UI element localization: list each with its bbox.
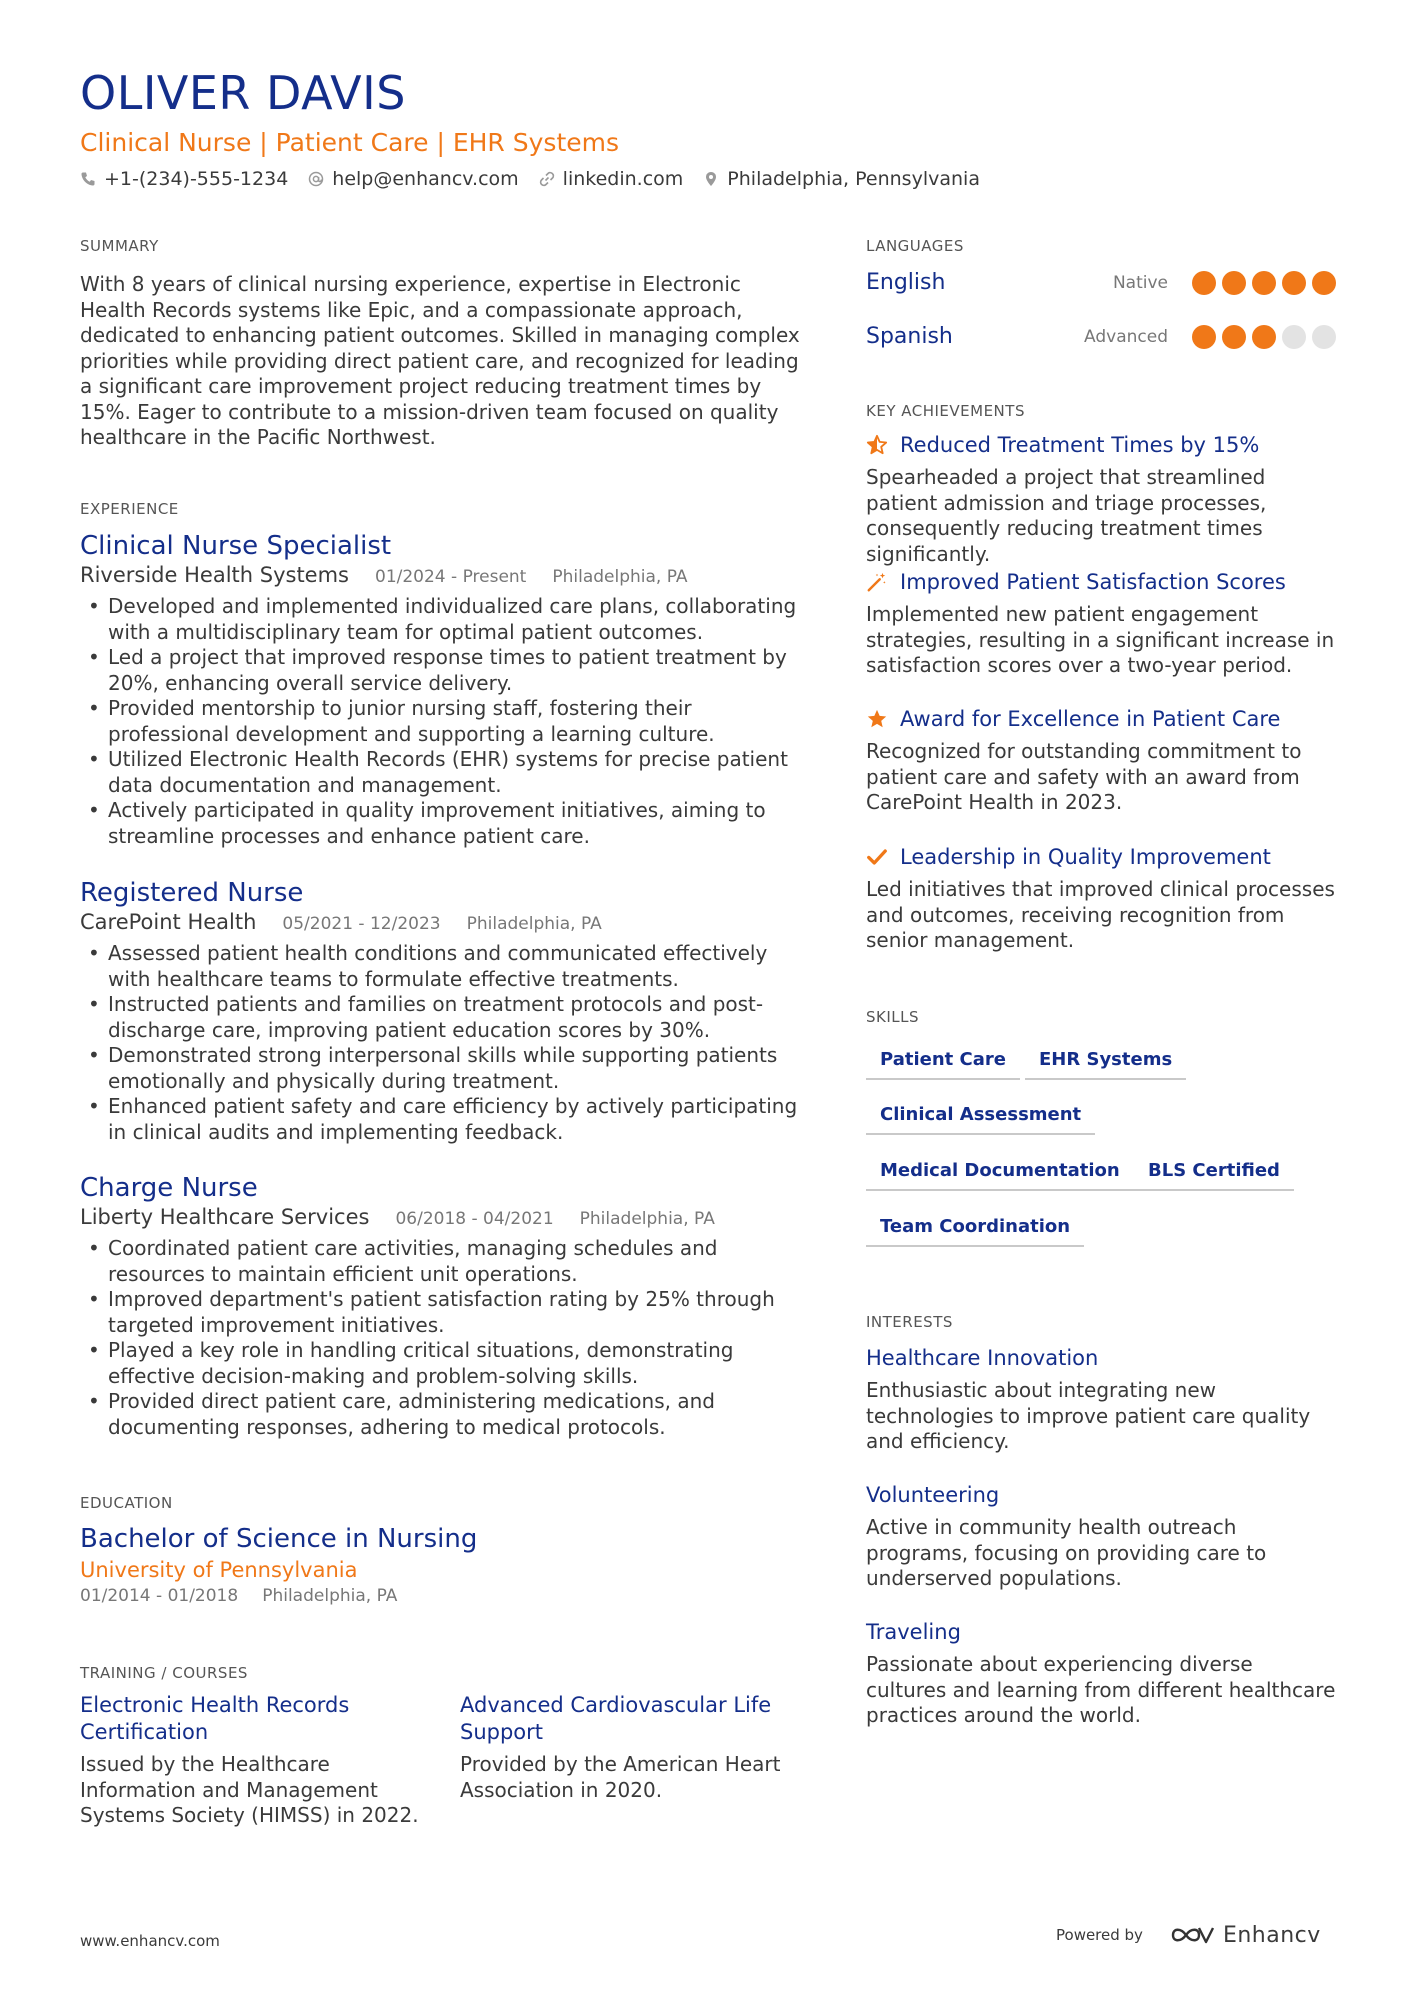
job-bullet: • Demonstrated strong interpersonal skills while supporting patients emotionally and physically during treatment.: [108, 1043, 800, 1094]
education-dates: 01/2014 - 01/2018: [80, 1586, 239, 1606]
experience-item: [80, 1172, 800, 1440]
contact-bar: [80, 168, 1000, 190]
job-location: Philadelphia, PA: [579, 1209, 715, 1229]
footer-website[interactable]: www.enhancv.com: [80, 1932, 220, 1950]
interest-description: Enthusiastic about integrating new technologies to improve patient care quality and efficiency.: [866, 1378, 1311, 1453]
job-bullet: • Led a project that improved response times to patient treatment by 20%, enhancing overall service delivery.: [108, 645, 800, 696]
job-bullet: • Provided direct patient care, administering medications, and documenting responses, adhering to medical protocols.: [108, 1389, 800, 1440]
powered-by-label: Powered by: [1056, 1926, 1143, 1944]
achievement-title: Improved Patient Satisfaction Scores: [900, 570, 1286, 594]
email-text: help@enhancv.com: [332, 168, 519, 190]
job-bullet: • Coordinated patient care activities, managing schedules and resources to maintain efficient unit operations.: [108, 1236, 800, 1287]
languages-section-title: LANGUAGES: [866, 237, 964, 255]
course-title: Advanced Cardiovascular Life Support: [460, 1693, 772, 1744]
linkedin-text: linkedin.com: [562, 168, 684, 190]
company-name: Riverside Health Systems: [80, 563, 349, 587]
job-title: Registered Nurse: [80, 878, 304, 908]
course-description: Issued by the Healthcare Information and Management Systems Society (HIMSS) in 2022.: [80, 1752, 419, 1827]
language-item: [866, 270, 1336, 295]
job-bullets: [80, 941, 800, 1145]
course-item: [460, 1692, 800, 1803]
experience-item: [80, 877, 800, 1145]
achievements-section-title: KEY ACHIEVEMENTS: [866, 402, 1025, 420]
achievement-item: [866, 707, 1336, 816]
experience-item: [80, 530, 800, 849]
course-item: [80, 1692, 420, 1829]
location-text: Philadelphia, Pennsylvania: [727, 168, 980, 190]
interest-description: Passionate about experiencing diverse cultures and learning from different healthcare practices around the world.: [866, 1652, 1336, 1727]
job-title: Clinical Nurse Specialist: [80, 531, 392, 561]
achievement-description: Implemented new patient engagement strategies, resulting in a significant increase in satisfaction scores over a two-year period.: [866, 602, 1335, 677]
interests-section-title: INTERESTS: [866, 1313, 953, 1331]
job-bullet: • Developed and implemented individualized care plans, collaborating with a multidisciplinary team for optimal patient outcomes.: [108, 594, 800, 645]
job-bullet: • Instructed patients and families on treatment protocols and post-discharge care, improving patient education scores by 30%.: [108, 992, 800, 1043]
language-level: Native: [1112, 272, 1168, 293]
language-rating: [1186, 325, 1336, 349]
rating-dot-empty: [1312, 325, 1336, 349]
rating-dot-filled: [1252, 325, 1276, 349]
star-icon: [866, 708, 888, 730]
contact-email[interactable]: [308, 168, 518, 190]
rating-dot-filled: [1222, 271, 1246, 295]
interest-item: [866, 1346, 1336, 1455]
achievement-title: Award for Excellence in Patient Care: [900, 707, 1281, 731]
achievement-title: Reduced Treatment Times by 15%: [900, 433, 1260, 457]
language-rating: [1186, 271, 1336, 295]
at-icon: [308, 171, 324, 187]
education-meta: [80, 1586, 800, 1606]
job-dates: 05/2021 - 12/2023: [282, 914, 441, 934]
rating-dot-filled: [1252, 271, 1276, 295]
job-meta: [80, 1204, 800, 1232]
course-title: Electronic Health Records Certification: [80, 1693, 350, 1744]
skill-tag: Team Coordination: [866, 1216, 1084, 1247]
education-item: [80, 1524, 800, 1606]
job-bullet: • Improved department's patient satisfaction rating by 25% through targeted improvement initiatives.: [108, 1287, 800, 1338]
brand-name: Enhancv: [1222, 1922, 1321, 1948]
degree-title: Bachelor of Science in Nursing: [80, 1524, 478, 1554]
skill-tag: Medical Documentation: [866, 1160, 1134, 1191]
rating-dot-empty: [1282, 325, 1306, 349]
skill-tag: Clinical Assessment: [866, 1104, 1095, 1135]
job-bullets: [80, 594, 800, 849]
skill-tag: EHR Systems: [1025, 1049, 1186, 1080]
phone-icon: [80, 171, 96, 187]
location-pin-icon: [703, 171, 719, 187]
job-meta: [80, 909, 800, 937]
interest-item: [866, 1483, 1336, 1592]
language-name: English: [866, 270, 946, 295]
job-bullet: • Assessed patient health conditions and communicated effectively with healthcare teams to formulate effective treatments.: [108, 941, 800, 992]
job-location: Philadelphia, PA: [552, 567, 688, 587]
star-half-icon: [866, 434, 888, 456]
contact-linkedin[interactable]: [539, 168, 684, 190]
enhancv-logo-icon: [1169, 1922, 1217, 1948]
achievement-item: [866, 845, 1336, 954]
skill-tag: Patient Care: [866, 1049, 1020, 1080]
achievement-description: Recognized for outstanding commitment to patient care and safety with an award from CarePoint Health in 2023.: [866, 739, 1302, 814]
language-name: Spanish: [866, 324, 953, 349]
rating-dot-filled: [1192, 325, 1216, 349]
achievement-description: Spearheaded a project that streamlined patient admission and triage processes, consequently reducing treatment times significantly.: [866, 465, 1267, 566]
interest-description: Active in community health outreach programs, focusing on providing care to underserved populations.: [866, 1515, 1267, 1590]
achievement-item: [866, 570, 1336, 679]
contact-location: [703, 168, 980, 190]
rating-dot-filled: [1282, 271, 1306, 295]
training-section-title: TRAINING / COURSES: [80, 1664, 248, 1682]
job-bullet: • Enhanced patient safety and care efficiency by actively participating in clinical audits and implementing feedback.: [108, 1094, 800, 1145]
language-item: [866, 324, 1336, 349]
link-icon: [539, 171, 555, 187]
candidate-name: OLIVER DAVIS: [80, 66, 406, 120]
company-name: Liberty Healthcare Services: [80, 1205, 370, 1229]
job-bullet: • Provided mentorship to junior nursing staff, fostering their professional development and supporting a learning culture.: [108, 696, 800, 747]
summary-text: With 8 years of clinical nursing experience, expertise in Electronic Health Records systems like Epic, and a compassionate approach, dedicated to enhancing patient outcomes. Skilled in managing complex priorities while providing direct patient care, and recognized for leading a significant care improvement project reducing treatment times by 15%. Eager to contribute to a mission-driven team focused on quality healthcare in the Pacific Northwest.: [80, 272, 800, 449]
job-bullet: • Actively participated in quality improvement initiatives, aiming to streamline processes and enhance patient care.: [108, 798, 800, 849]
interest-title: Healthcare Innovation: [866, 1346, 1099, 1370]
job-bullet: • Played a key role in handling critical situations, demonstrating effective decision-making and problem-solving skills.: [108, 1338, 800, 1389]
job-dates: 06/2018 - 04/2021: [395, 1209, 554, 1229]
achievement-item: [866, 433, 1336, 567]
footer-branding[interactable]: [1056, 1922, 1321, 1948]
job-meta: [80, 562, 800, 590]
skills-section-title: SKILLS: [866, 1008, 920, 1026]
phone-text: +1-(234)-555-1234: [104, 168, 289, 190]
education-section-title: EDUCATION: [80, 1494, 173, 1512]
interest-title: Volunteering: [866, 1483, 1000, 1507]
magic-wand-icon: [866, 571, 888, 593]
rating-dot-filled: [1192, 271, 1216, 295]
headline: Clinical Nurse | Patient Care | EHR Systems: [80, 128, 620, 157]
achievement-description: Led initiatives that improved clinical processes and outcomes, receiving recognition from senior management.: [866, 877, 1335, 952]
contact-phone[interactable]: [80, 168, 288, 190]
interest-title: Traveling: [866, 1620, 961, 1644]
interest-item: [866, 1620, 1336, 1729]
checkmark-icon: [866, 846, 888, 868]
company-name: CarePoint Health: [80, 910, 257, 934]
job-title: Charge Nurse: [80, 1173, 258, 1203]
job-location: Philadelphia, PA: [466, 914, 602, 934]
skill-tag: BLS Certified: [1134, 1160, 1294, 1191]
rating-dot-filled: [1312, 271, 1336, 295]
education-location: Philadelphia, PA: [262, 1586, 398, 1606]
experience-section-title: EXPERIENCE: [80, 500, 179, 518]
rating-dot-filled: [1222, 325, 1246, 349]
job-dates: 01/2024 - Present: [375, 567, 527, 587]
achievement-title: Leadership in Quality Improvement: [900, 845, 1271, 869]
summary-section-title: SUMMARY: [80, 237, 159, 255]
job-bullet: • Utilized Electronic Health Records (EHR) systems for precise patient data documentation and management.: [108, 747, 800, 798]
job-bullets: [80, 1236, 800, 1440]
course-description: Provided by the American Heart Association in 2020.: [460, 1752, 781, 1802]
language-level: Advanced: [1084, 326, 1168, 347]
school-name: University of Pennsylvania: [80, 1558, 358, 1582]
